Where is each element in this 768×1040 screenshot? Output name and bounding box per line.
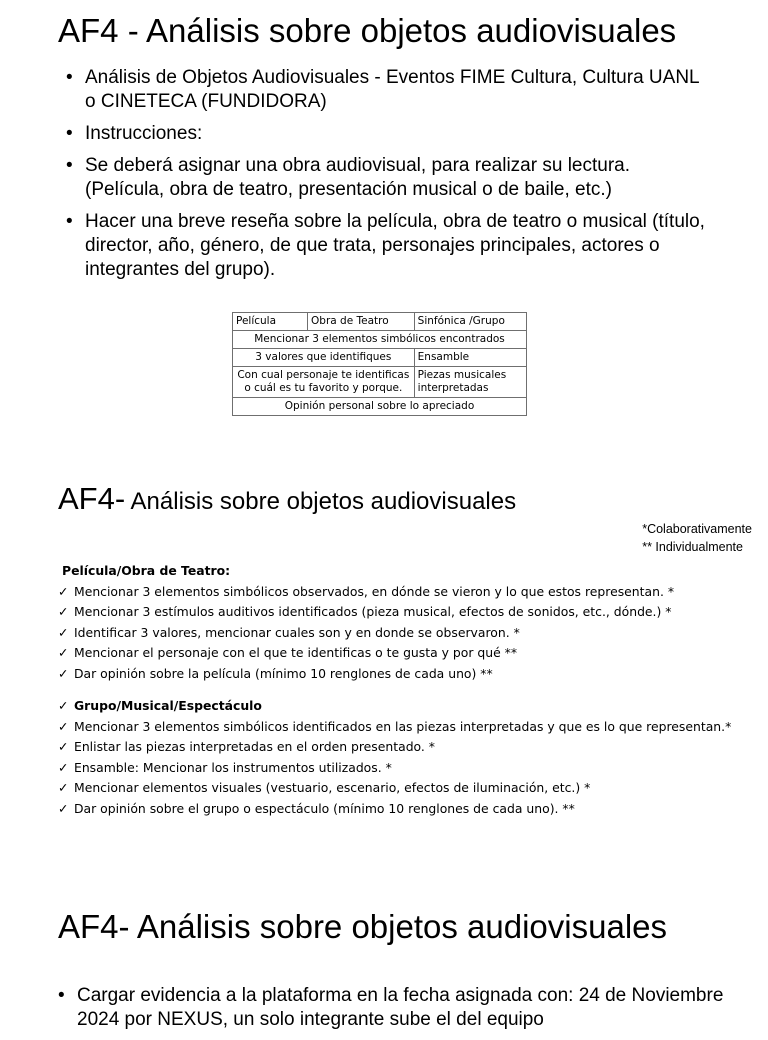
checkmark-icon: ✓ [58,604,69,619]
checklist-text: Enlistar las piezas interpretadas en el orden presentado. * [74,739,435,754]
table-cell-symbols: Mencionar 3 elementos simbólicos encontrados [233,331,527,349]
checklist-item [58,758,764,779]
table-cell-character: Con cual personaje te identificas o cuál es tu favorito y porque. [233,367,415,398]
section-heading: Película/Obra de Teatro: [62,563,231,578]
bullet-item [66,210,706,282]
slide-3 [0,890,768,1030]
bullet-item [58,984,758,1032]
checklist-item [58,664,764,685]
table-cell-pieces: Piezas musicales interpretadas [414,367,526,398]
slide-1 [0,0,768,450]
checkmark-icon: ✓ [58,665,69,681]
note-collaborative: *Colaborativamente [642,522,752,536]
table-row [233,331,527,349]
checklist-item [58,643,764,664]
movie-theatre-section [58,561,764,684]
slide-2 [0,450,768,890]
table-cell-pelicula: Película [233,313,308,331]
checklist-text: Dar opinión sobre la película (mínimo 10 renglones de cada uno) ** [74,665,493,681]
table-cell-opinion: Opinión personal sobre lo apreciado [233,398,527,416]
table-cell-obra-de-teatro: Obra de Teatro [308,313,415,331]
slide-3-title: AF4- Análisis sobre objetos audiovisuales [58,908,668,945]
table-cell-sinfonica: Sinfónica /Grupo [414,313,526,331]
bullet-item [66,122,706,146]
checkmark-icon: ✓ [58,645,69,660]
checkmark-icon: ✓ [58,800,69,816]
table-row [233,349,527,367]
checkmark-icon: ✓ [58,739,69,754]
bullet-text: Cargar evidencia a la plataforma en la fecha asignada con: 24 de Noviembre 2024 por NEXUS, un solo integrante sube el del equipo [77,985,724,1030]
slide-3-bullet-list [58,984,758,1040]
checklist-item [58,696,764,717]
checklist-text: Mencionar el personaje con el que te identificas o te gusta y por qué ** [74,645,518,660]
bullet-dot: • [66,155,73,176]
checklist-item [58,582,764,603]
slide-1-title: AF4 - Análisis sobre objetos audiovisuales [58,12,677,49]
checklist-text: Ensamble: Mencionar los instrumentos utilizados. * [74,759,392,775]
table-cell-ensamble: Ensamble [414,349,526,367]
checklist-text: Identificar 3 valores, mencionar cuales son y en donde se observaron. * [74,624,520,640]
bullet-dot: • [66,67,73,88]
checklist-item [58,623,764,644]
table-cell-values: 3 valores que identifiques [233,349,415,367]
slide-2-title-rest: Análisis sobre objetos audiovisuales [125,488,517,515]
slide-1-bullet-list [66,66,706,290]
bullet-item [66,66,706,114]
checklist-item [58,737,764,758]
bullet-text: Análisis de Objetos Audiovisuales - Eventos FIME Cultura, Cultura UANL o CINETECA (FUNDIDORA) [85,67,699,112]
checklist-text: Mencionar 3 elementos simbólicos observados, en dónde se vieron y lo que estos representan. * [74,583,675,599]
checklist-text: Mencionar 3 estímulos auditivos identificados (pieza musical, efectos de sonidos, etc., dónde.) * [74,604,672,619]
checkmark-icon: ✓ [58,698,69,713]
bullet-text: Hacer una breve reseña sobre la película, obra de teatro o musical (título, director, año, género, de que trata, personajes principales, actores o integrantes del grupo). [85,211,705,280]
bullet-dot: • [58,985,65,1006]
checklist-text: Mencionar 3 elementos simbólicos identificados en las piezas interpretadas y que es lo que representan.* [74,718,732,734]
bullet-text: Instrucciones: [85,123,203,144]
table-row [233,398,527,416]
checklist-item [58,778,764,799]
checkmark-icon: ✓ [58,759,69,775]
bullet-text: Se deberá asignar una obra audiovisual, para realizar su lectura. (Película, obra de teatro, presentación musical o de baile, etc.) [85,155,630,200]
checkmark-icon: ✓ [58,780,69,795]
table-row [233,313,527,331]
group-musical-section [58,696,764,819]
analysis-table [232,312,527,416]
table-row [233,367,527,398]
checklist-item [58,717,764,738]
checklist-text: Dar opinión sobre el grupo o espectáculo (mínimo 10 renglones de cada uno). ** [74,800,575,816]
checkmark-icon: ✓ [58,583,69,599]
checklist-text: Mencionar elementos visuales (vestuario, escenario, efectos de iluminación, etc.) * [74,780,591,795]
bullet-dot: • [66,123,73,144]
note-individual: ** Individualmente [642,540,743,554]
checklist-item [58,602,764,623]
legend-notes [642,520,752,556]
bullet-item [66,154,706,202]
checklist-item [58,799,764,820]
slide-2-title [58,480,516,517]
slide-2-title-prefix: AF4- [58,481,126,516]
checkmark-icon: ✓ [58,624,69,640]
section-heading: Grupo/Musical/Espectáculo [74,698,262,713]
checkmark-icon: ✓ [58,718,69,734]
bullet-dot: • [66,211,73,232]
